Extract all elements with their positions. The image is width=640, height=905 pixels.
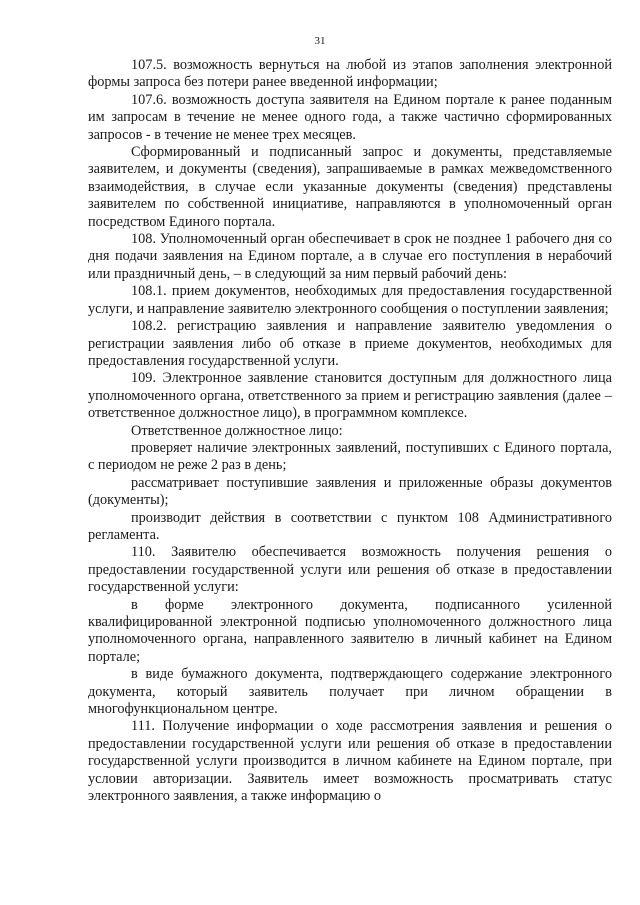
paragraph-performs-actions: производит действия в соответствии с пунктом 108 Административного регламента. <box>88 509 612 543</box>
paragraph-108: 108. Уполномоченный орган обеспечивает в срок не позднее 1 рабочего дня со дня подачи заявления на Едином портале, а в случае его поступления в нерабочий или праздничный день, – в следующий за ним первый рабочий день: <box>88 231 612 282</box>
page-number: 31 <box>314 35 326 47</box>
paragraph-109: 109. Электронное заявление становится доступным для должностного лица уполномоченного органа, ответственного за прием и регистрацию заявления (далее – ответственное должностное лицо), в программном комплексе. <box>88 370 612 422</box>
paragraph-111: 111. Получение информации о ходе рассмотрения заявления и решения о предоставлении государственной услуги или решения об отказе в предоставлении государственной услуги производится в личном кабинете на Едином портале, при условии авторизации. Заявитель имеет возможность просматривать статус электронного заявления, а также информацию о <box>88 718 612 805</box>
paragraph-paper-document: в виде бумажного документа, подтверждающего содержание электронного документа, который заявитель получает при личном обращении в многофункциональном центре. <box>88 666 612 718</box>
document-body <box>88 57 612 805</box>
paragraph-110: 110. Заявителю обеспечивается возможность получения решения о предоставлении государственной услуги или решения об отказе в предоставлении государственной услуги: <box>88 544 612 596</box>
paragraph-107-6: 107.6. возможность доступа заявителя на Едином портале к ранее поданным им запросам в течение не менее одного года, а также частично сформированных запросов - в течение не менее трех месяцев. <box>88 91 612 143</box>
paragraph-108-2: 108.2. регистрацию заявления и направление заявителю уведомления о регистрации заявления либо об отказе в приеме документов, необходимых для предоставления государственной услуги. <box>88 318 612 369</box>
paragraph-submitted-request: Сформированный и подписанный запрос и документы, представляемые заявителем, и документы (сведения), запрашиваемые в рамках межведомственного взаимодействия, в случае если указанные документы (сведения) представлены заявителем по собственной инициативе, направляются в уполномоченный орган посредством Единого портала. <box>88 144 612 230</box>
paragraph-electronic-document: в форме электронного документа, подписанного усиленной квалифицированной электронной подписью уполномоченного должностного лица уполномоченного органа, направленного заявителю в личный кабинет на Едином портале; <box>88 596 612 665</box>
paragraph-108-1: 108.1. прием документов, необходимых для предоставления государственной услуги, и направление заявителю электронного сообщения о поступлении заявления; <box>88 283 612 317</box>
paragraph-reviews-applications: рассматривает поступившие заявления и приложенные образы документов (документы); <box>88 474 612 509</box>
paragraph-responsible-official: Ответственное должностное лицо: <box>131 422 343 439</box>
paragraph-107-5: 107.5. возможность вернуться на любой из этапов заполнения электронной формы запроса без потери ранее введенной информации; <box>88 57 612 91</box>
paragraph-checks-applications: проверяет наличие электронных заявлений, поступивших с Единого портала, с периодом не реже 2 раз в день; <box>88 439 612 474</box>
